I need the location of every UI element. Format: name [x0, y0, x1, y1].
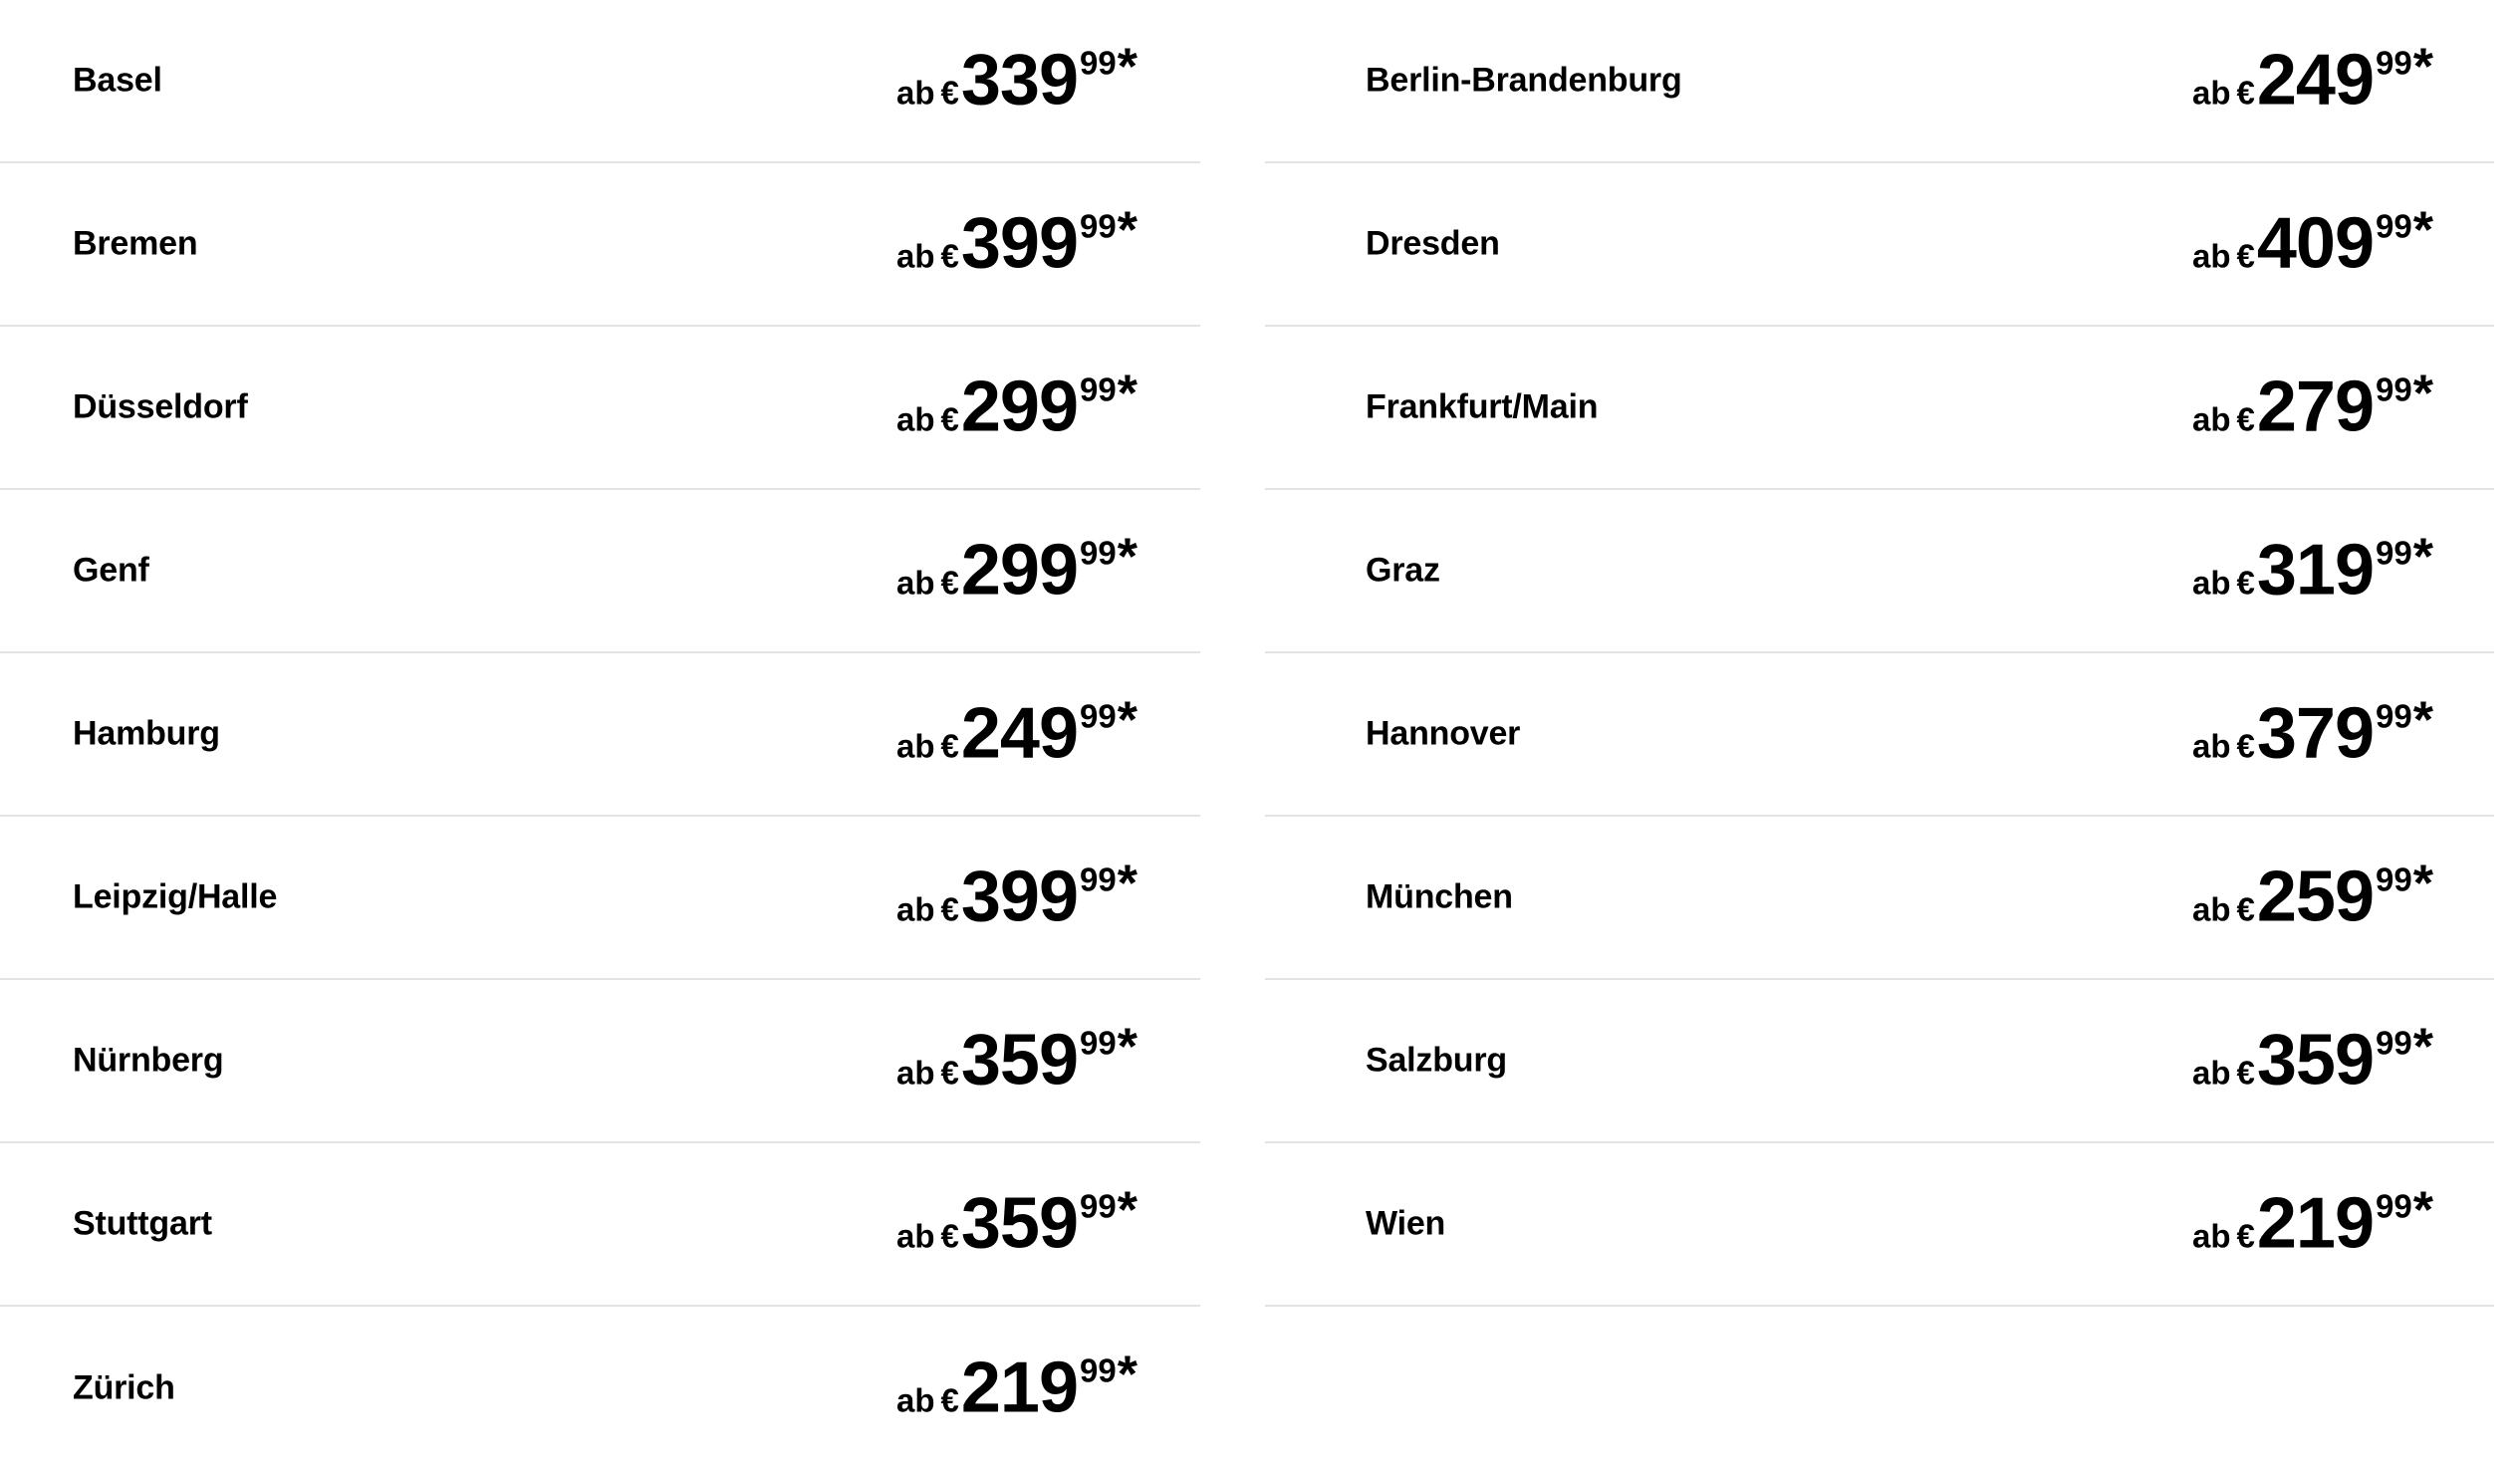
destination-city: Hamburg: [73, 714, 220, 753]
destination-row[interactable]: [0, 817, 1200, 980]
destination-city: Berlin-Brandenburg: [1366, 61, 1682, 100]
destination-row[interactable]: [1265, 1143, 2494, 1307]
price-amount: 249: [2256, 40, 2375, 121]
destination-price: [2192, 691, 2433, 774]
price-currency: €: [2236, 727, 2255, 765]
destination-city: Graz: [1366, 551, 1440, 590]
price-prefix: ab: [2192, 400, 2231, 438]
destination-price: [896, 38, 1137, 121]
price-prefix: ab: [896, 564, 935, 602]
price-currency: €: [940, 74, 959, 112]
destination-price: [2192, 1181, 2433, 1264]
price-cents: 99: [2376, 1024, 2412, 1062]
destination-row[interactable]: [0, 0, 1200, 163]
price-footnote-marker: *: [1117, 1346, 1137, 1404]
price-footnote-marker: *: [1117, 365, 1137, 423]
price-footnote-marker: *: [2412, 38, 2433, 97]
price-footnote-marker: *: [1117, 38, 1137, 97]
price-prefix: ab: [896, 890, 935, 928]
destination-row[interactable]: [1265, 327, 2494, 490]
price-prefix: ab: [896, 1381, 935, 1419]
price-footnote-marker: *: [2412, 365, 2433, 423]
price-prefix: ab: [2192, 1217, 2231, 1255]
price-amount: 219: [2256, 1183, 2375, 1264]
price-currency: €: [2236, 400, 2255, 438]
price-cents: 99: [2376, 534, 2412, 572]
price-amount: 279: [2256, 367, 2375, 447]
price-currency: €: [940, 890, 959, 928]
price-currency: €: [940, 400, 959, 438]
price-amount: 359: [2256, 1020, 2375, 1101]
destination-city: Wien: [1366, 1204, 1446, 1243]
destination-city: Nürnberg: [73, 1041, 224, 1080]
price-footnote-marker: *: [2412, 1018, 2433, 1077]
destination-row[interactable]: [0, 490, 1200, 653]
price-cents: 99: [1080, 697, 1117, 735]
destination-row[interactable]: [0, 1143, 1200, 1307]
destination-price: [2192, 1018, 2433, 1101]
destination-city: München: [1366, 877, 1513, 916]
destination-price: [2192, 855, 2433, 937]
destination-price: [2192, 365, 2433, 447]
price-amount: 249: [960, 693, 1079, 774]
destination-price: [896, 1018, 1137, 1101]
destination-row[interactable]: [1265, 0, 2494, 163]
price-currency: €: [2236, 1217, 2255, 1255]
price-footnote-marker: *: [1117, 855, 1137, 913]
destination-row[interactable]: [0, 327, 1200, 490]
destination-city: Dresden: [1366, 224, 1500, 263]
price-amount: 319: [2256, 530, 2375, 611]
price-amount: 339: [960, 40, 1079, 121]
destination-row[interactable]: [1265, 163, 2494, 327]
destination-city: Zürich: [73, 1368, 175, 1407]
destination-city: Leipzig/Halle: [73, 877, 278, 916]
price-footnote-marker: *: [2412, 528, 2433, 587]
destination-city: Bremen: [73, 224, 198, 263]
price-amount: 219: [960, 1348, 1079, 1428]
price-prefix: ab: [896, 1217, 935, 1255]
destination-city: Basel: [73, 61, 162, 100]
price-cents: 99: [2376, 44, 2412, 82]
price-cents: 99: [1080, 44, 1117, 82]
price-cents: 99: [2376, 370, 2412, 408]
price-currency: €: [2236, 1054, 2255, 1092]
price-amount: 299: [960, 530, 1079, 611]
price-prefix: ab: [896, 1054, 935, 1092]
price-cents: 99: [1080, 1187, 1117, 1225]
price-currency: €: [2236, 74, 2255, 112]
price-prefix: ab: [896, 727, 935, 765]
destination-row[interactable]: [0, 1307, 1200, 1470]
price-amount: 359: [960, 1020, 1079, 1101]
price-footnote-marker: *: [1117, 691, 1137, 750]
destination-row[interactable]: [0, 980, 1200, 1143]
price-amount: 299: [960, 367, 1079, 447]
destination-price: [896, 365, 1137, 447]
price-cents: 99: [2376, 1187, 2412, 1225]
price-cents: 99: [2376, 207, 2412, 245]
price-currency: €: [940, 1381, 959, 1419]
price-prefix: ab: [2192, 727, 2231, 765]
destination-row[interactable]: [0, 163, 1200, 327]
price-cents: 99: [2376, 697, 2412, 735]
destination-price: [2192, 528, 2433, 611]
price-amount: 379: [2256, 693, 2375, 774]
destination-row[interactable]: [1265, 490, 2494, 653]
price-cents: 99: [1080, 1351, 1117, 1389]
price-prefix: ab: [896, 237, 935, 275]
price-cents: 99: [1080, 207, 1117, 245]
destination-list-right: [1265, 0, 2494, 1307]
destination-city: Stuttgart: [73, 1204, 212, 1243]
price-prefix: ab: [896, 74, 935, 112]
destination-price: [896, 528, 1137, 611]
price-currency: €: [940, 237, 959, 275]
price-cents: 99: [1080, 860, 1117, 898]
price-amount: 259: [2256, 857, 2375, 937]
price-amount: 399: [960, 857, 1079, 937]
destination-price: [2192, 38, 2433, 121]
price-cents: 99: [1080, 534, 1117, 572]
destination-city: Düsseldorf: [73, 387, 248, 426]
destination-price: [2192, 201, 2433, 284]
destination-price: [896, 1346, 1137, 1428]
price-prefix: ab: [2192, 1054, 2231, 1092]
price-footnote-marker: *: [2412, 201, 2433, 260]
destination-city: Frankfurt/Main: [1366, 387, 1599, 426]
destination-list-left: [0, 0, 1200, 1470]
destination-price: [896, 1181, 1137, 1264]
price-amount: 399: [960, 203, 1079, 284]
price-cents: 99: [2376, 860, 2412, 898]
price-prefix: ab: [896, 400, 935, 438]
price-cents: 99: [1080, 370, 1117, 408]
destination-price: [896, 691, 1137, 774]
price-currency: €: [2236, 564, 2255, 602]
price-currency: €: [940, 727, 959, 765]
destination-price: [896, 855, 1137, 937]
price-footnote-marker: *: [2412, 691, 2433, 750]
price-currency: €: [2236, 237, 2255, 275]
price-cents: 99: [1080, 1024, 1117, 1062]
destination-row[interactable]: [1265, 980, 2494, 1143]
destination-price: [896, 201, 1137, 284]
price-currency: €: [2236, 890, 2255, 928]
destination-city: Genf: [73, 551, 149, 590]
price-footnote-marker: *: [2412, 1181, 2433, 1240]
destination-city: Hannover: [1366, 714, 1521, 753]
price-prefix: ab: [2192, 890, 2231, 928]
destination-row[interactable]: [1265, 653, 2494, 817]
price-currency: €: [940, 1217, 959, 1255]
price-currency: €: [940, 564, 959, 602]
price-prefix: ab: [2192, 564, 2231, 602]
price-footnote-marker: *: [1117, 528, 1137, 587]
destination-row[interactable]: [0, 653, 1200, 817]
price-prefix: ab: [2192, 74, 2231, 112]
price-footnote-marker: *: [1117, 201, 1137, 260]
destination-city: Salzburg: [1366, 1041, 1507, 1080]
price-amount: 409: [2256, 203, 2375, 284]
price-prefix: ab: [2192, 237, 2231, 275]
price-amount: 359: [960, 1183, 1079, 1264]
price-footnote-marker: *: [1117, 1018, 1137, 1077]
price-currency: €: [940, 1054, 959, 1092]
destination-row[interactable]: [1265, 817, 2494, 980]
price-footnote-marker: *: [1117, 1181, 1137, 1240]
price-footnote-marker: *: [2412, 855, 2433, 913]
